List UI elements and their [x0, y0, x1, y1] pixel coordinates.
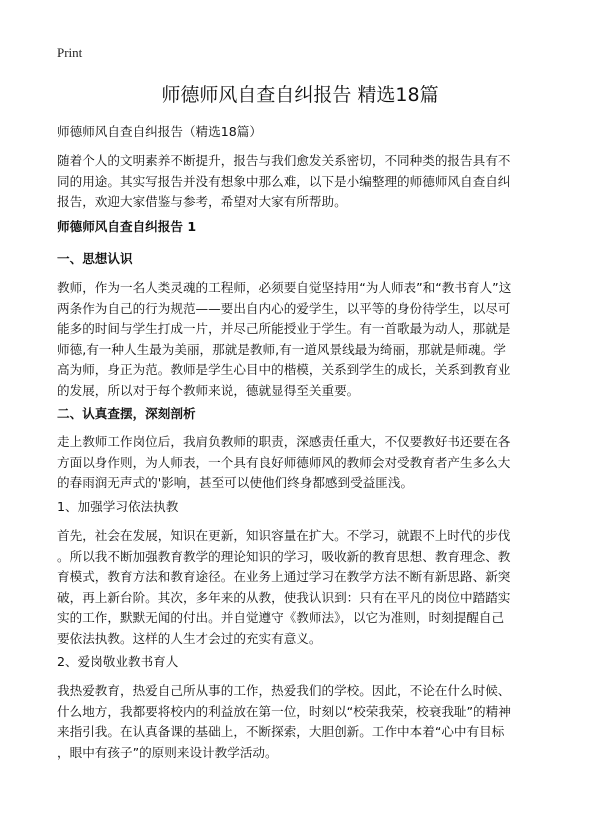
section2-line: 的春雨润无声式的'影响，甚至可以使他们终身都感到受益匪浅。 — [57, 475, 414, 490]
section1-line: 的发展，所以对于每个教师来说，德就显得至关重要。 — [57, 382, 360, 398]
section1-heading: 一、思想认识 — [57, 251, 133, 266]
section1-line: 高为师，身正为范。教师是学生心目中的楷模，关系到学生的成长，关系到教育业 — [57, 362, 511, 377]
section2-heading: 二、认真查摆，深刻剖析 — [57, 406, 196, 421]
page-title: 师德师风自查自纠报告 精选18篇 — [161, 84, 439, 106]
sub2-heading: 2、爱岗敬业教书育人 — [57, 654, 179, 669]
section1-line: 师德,有一种人生最为美丽，那就是教师,有一道风景线最为绮丽，那就是师魂。学 — [57, 341, 506, 357]
section1-line: 能多的时间与学生打成一片，并尽己所能授业于学生。有一首歌最为动人，那就是 — [57, 321, 511, 336]
section2-line: 方面以身作则，为人师表，一个具有良好师德师风的教师会对受教育者产生多么大 — [57, 454, 511, 470]
sub2-line: 我热爱教育，热爱自己所从事的工作，热爱我们的学校。因此，不论在什么时候、 — [57, 683, 511, 698]
sub1-line: 首先，社会在发展，知识在更新，知识容量在扩大。不学习，就跟不上时代的步伐 — [57, 528, 511, 543]
section2-line: 走上教师工作岗位后，我肩负教师的职责，深感责任重大，不仅要教好书还要在各 — [57, 434, 511, 449]
sub1-heading: 1、加强学习依法执教 — [57, 499, 179, 514]
sub2-line: ，眼中有孩子”的原则来设计教学活动。 — [57, 744, 278, 760]
section1-line: 教师，作为一名人类灵魂的工程师，必须要自觉坚持用“为人师表”和“教书育人”这 — [57, 280, 512, 295]
intro-line: 同的用途。其实写报告并没有想象中那么难，以下是小编整理的师德师风自查自纠 — [57, 173, 511, 189]
sub1-line: 破，再上新台阶。其次，多年来的从教，使我认识到：只有在平凡的岗位中踏踏实 — [57, 589, 511, 605]
sub2-line: 来指引我。在认真备课的基础上，不断探索，大胆创新。工作中本着“心中有目标 — [57, 724, 505, 739]
intro-paragraph — [57, 151, 547, 213]
section2-paragraph — [57, 432, 547, 494]
sub1-line: 要依法执教。这样的人生才会过的充实有意义。 — [57, 630, 322, 646]
sub1-line: 实的工作，默默无闻的付出。并自觉遵守《教师法》，以它为准则，时刻提醒自己 — [57, 610, 505, 625]
section1-line: 两条作为自己的行为规范——要出自内心的爱学生，以平等的身份待学生，以尽可 — [57, 300, 511, 316]
sub1-line: 。所以我不断加强教育教学的理论知识的学习，吸收新的教育思想、教育理念、教 — [57, 548, 511, 564]
intro-line: 报告，欢迎大家借鉴与参考，希望对大家有所帮助。 — [57, 194, 347, 209]
intro-line: 随着个人的文明素养不断提升，报告与我们愈发关系密切，不同种类的报告具有不 — [57, 153, 511, 168]
subtitle: 师德师风自查自纠报告（精选18篇） — [57, 124, 262, 139]
print-link[interactable]: Print — [57, 45, 83, 60]
report-heading: 师德师风自查自纠报告 1 — [57, 219, 197, 234]
sub1-paragraph — [57, 526, 547, 649]
sub1-line: 育模式，教育方法和教育途径。在业务上通过学习在教学方法不断有新思路、新突 — [57, 569, 511, 584]
sub2-paragraph — [57, 681, 547, 763]
sub2-line: 什么地方，我都要将校内的利益放在第一位，时刻以“校荣我荣，校衰我耻”的精神 — [57, 703, 511, 719]
section1-paragraph — [57, 278, 547, 401]
